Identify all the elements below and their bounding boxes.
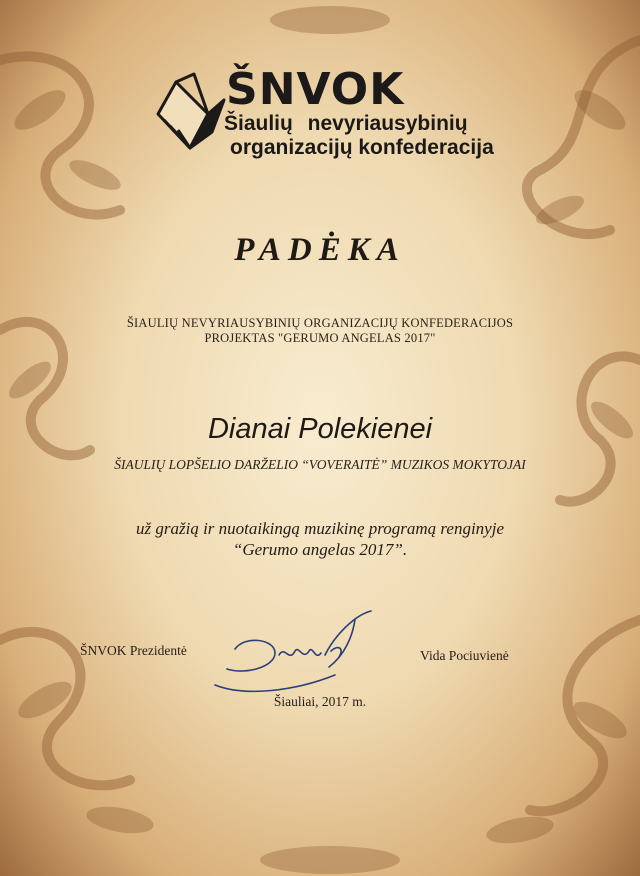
organization-line-1: ŠIAULIŲ NEVYRIAUSYBINIŲ ORGANIZACIJŲ KONFEDERACIJOS [126,316,514,330]
signatory-role: ŠNVOK Prezidentė [80,643,187,658]
organization-logo [150,66,510,162]
recipient-position: ŠIAULIŲ LOPŠELIO DARŽELIO “VOVERAITĖ” MUZIKOS MOKYTOJAI [114,457,526,472]
handwritten-signature [205,605,385,700]
signatory-name: Vida Pociuvienė [420,648,509,663]
thanks-text-line-1: už gražią ir nuotaikingą muzikinę programą renginyje [136,519,504,538]
logo-text-line-1: Šiaulių nevyriausybinių [224,112,468,135]
certificate-title: PADĖKA [234,232,406,268]
logo-text-line-2: organizacijų konfederacija [230,136,494,159]
recipient-name: Dianai Polekienei [207,413,433,445]
logo-abbreviation: ŠNVOK [226,64,405,115]
thanks-text-line-2: “Gerumo angelas 2017”. [232,540,408,559]
place-and-date: Šiauliai, 2017 m. [273,694,367,709]
organization-line-2: PROJEKTAS "GERUMO ANGELAS 2017" [204,331,436,345]
